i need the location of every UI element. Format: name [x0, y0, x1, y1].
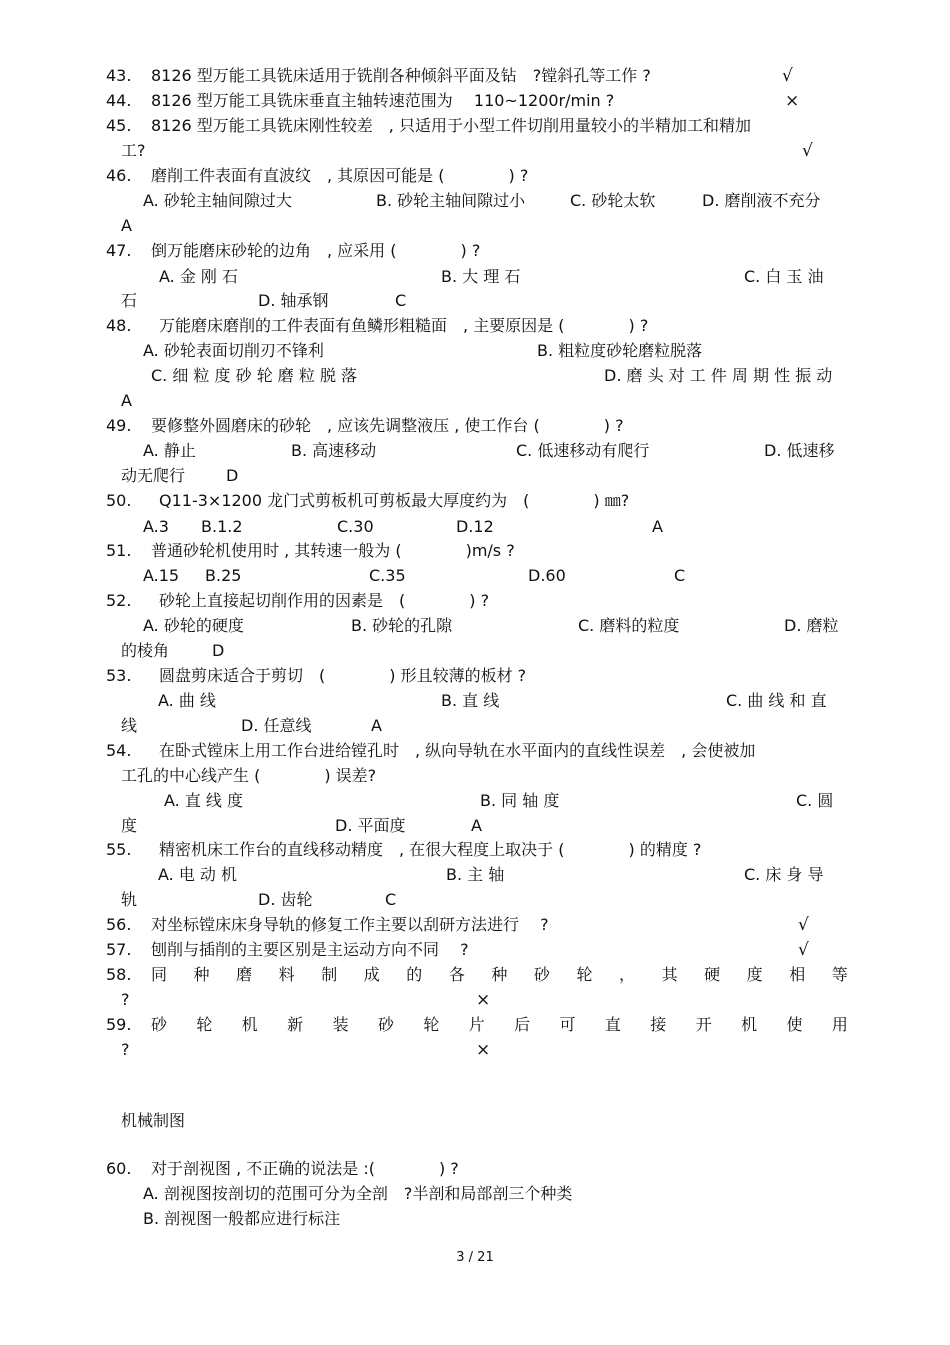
- char: 接: [650, 1015, 667, 1034]
- option-d: D.60: [528, 566, 566, 585]
- char: 使: [786, 1015, 803, 1034]
- answer-mark: C: [385, 890, 397, 909]
- option-c-cont: 线: [121, 716, 138, 735]
- option-c: C. 低速移动有爬行: [516, 441, 650, 460]
- char: 的: [406, 965, 423, 984]
- option-c-cont: 度: [121, 816, 138, 835]
- question-text: 万能磨床磨削的工件表面有鱼鳞形粗糙面 , 主要原因是 ( ) ?: [159, 316, 649, 335]
- char: 装: [332, 1015, 349, 1034]
- answer-mark: A: [121, 391, 132, 410]
- question-text-cont: ?: [121, 1040, 130, 1059]
- option-b: B. 直 线: [441, 691, 500, 710]
- char: 轮: [423, 1015, 440, 1034]
- option-a: A. 砂轮的硬度: [143, 616, 244, 635]
- option-c: C. 细 粒 度 砂 轮 磨 粒 脱 落: [151, 366, 358, 385]
- char: 片: [468, 1015, 485, 1034]
- option-d: D. 齿轮: [258, 890, 313, 909]
- option-d: D. 磨削液不充分: [702, 191, 821, 210]
- question-number: 58.: [106, 965, 132, 984]
- option-b: B. 粗粒度砂轮磨粒脱落: [537, 341, 703, 360]
- option-c-cont: 石: [121, 291, 138, 310]
- option-a: A. 电 动 机: [158, 865, 238, 884]
- char: 用: [831, 1015, 848, 1034]
- option-a: A.15: [143, 566, 180, 585]
- answer-mark: C: [395, 291, 407, 310]
- option-b: B. 剖视图一般都应进行标注: [143, 1209, 341, 1228]
- option-c-cont: 轨: [121, 890, 138, 909]
- option-b: B. 大 理 石: [441, 267, 521, 286]
- option-d-cont: 动无爬行: [121, 466, 186, 485]
- option-a: A. 砂轮主轴间隙过大: [143, 191, 292, 210]
- option-c: C. 床 身 导: [744, 865, 824, 884]
- option-c: C.30: [337, 517, 374, 536]
- option-a: A. 曲 线: [158, 691, 216, 710]
- question-number: 56.: [106, 915, 132, 934]
- char: 硬: [704, 965, 721, 984]
- answer-mark: ×: [476, 1040, 491, 1060]
- question-text: 精密机床工作台的直线移动精度 , 在很大程度上取决于 ( ) 的精度 ?: [159, 840, 702, 859]
- answer-mark: √: [802, 141, 813, 161]
- question-number: 54.: [106, 741, 132, 760]
- option-c: C. 圆: [796, 791, 834, 810]
- question-text: 倒万能磨床砂轮的边角 , 应采用 ( ) ?: [151, 241, 481, 260]
- option-b: B. 砂轮主轴间隙过小: [376, 191, 526, 210]
- question-number: 51.: [106, 541, 132, 560]
- question-number: 48.: [106, 316, 132, 335]
- answer-mark: A: [121, 216, 132, 235]
- question-text: 磨削工件表面有直波纹 , 其原因可能是 ( ) ?: [151, 166, 529, 185]
- question-text-cont: ?: [121, 990, 130, 1009]
- option-b: B. 砂轮的孔隙: [351, 616, 453, 635]
- question-number: 43.: [106, 66, 132, 85]
- char: 种: [193, 965, 210, 984]
- option-a: A. 剖视图按剖切的范围可分为全剖 ?半剖和局部剖三个种类: [143, 1184, 573, 1203]
- char: 料: [278, 965, 295, 984]
- char: 机: [741, 1015, 758, 1034]
- option-a: A. 静止: [143, 441, 196, 460]
- answer-mark: A: [652, 517, 663, 536]
- char: 各: [448, 965, 465, 984]
- option-b: B.1.2: [201, 517, 243, 536]
- option-d: D. 平面度: [335, 816, 406, 835]
- char: 种: [491, 965, 508, 984]
- option-d-cont: 的棱角: [121, 641, 170, 660]
- answer-mark: ×: [476, 990, 491, 1010]
- question-text: 对坐标镗床床身导轨的修复工作主要以刮研方法进行 ?: [151, 915, 549, 934]
- question-text-cont: 工孔的中心线产生 ( ) 误差?: [121, 766, 377, 785]
- question-number: 53.: [106, 666, 132, 685]
- question-number: 46.: [106, 166, 132, 185]
- question-text: 要修整外圆磨床的砂轮 , 应该先调整液压 , 使工作台 ( ) ?: [151, 416, 624, 435]
- char: 其: [661, 965, 678, 984]
- question-number: 44.: [106, 91, 132, 110]
- option-d: D. 磨粒: [784, 616, 839, 635]
- option-d: D. 低速移: [764, 441, 835, 460]
- char: 砂: [377, 1015, 394, 1034]
- answer-mark: A: [471, 816, 482, 835]
- option-b: B. 同 轴 度: [480, 791, 560, 810]
- section-title: 机械制图: [121, 1111, 186, 1130]
- question-number: 50.: [106, 491, 132, 510]
- char: 开: [695, 1015, 712, 1034]
- char: 磨: [236, 965, 253, 984]
- question-text: 刨削与插削的主要区别是主运动方向不同 ?: [151, 940, 469, 959]
- char: 直: [604, 1015, 621, 1034]
- option-d: D. 轴承钢: [258, 291, 329, 310]
- option-d: D. 磨 头 对 工 件 周 期 性 振 动: [604, 366, 833, 385]
- char: 相: [789, 965, 806, 984]
- page-number: 3 / 21: [456, 1250, 494, 1265]
- char: 机: [241, 1015, 258, 1034]
- question-text: 砂轮上直接起切削作用的因素是 ( ) ?: [159, 591, 490, 610]
- option-a: A. 金 刚 石: [159, 267, 239, 286]
- question-number: 52.: [106, 591, 132, 610]
- option-a: A. 直 线 度: [164, 791, 244, 810]
- char: ，: [619, 965, 636, 984]
- answer-mark: ×: [785, 91, 800, 111]
- answer-mark: C: [674, 566, 686, 585]
- answer-mark: √: [798, 915, 809, 935]
- question-text-cont: 工?: [121, 141, 146, 160]
- char: 轮: [576, 965, 593, 984]
- char: 成: [363, 965, 380, 984]
- question-text: 8126 型万能工具铣床适用于铣削各种倾斜平面及钻 ?镗斜孔等工作 ?: [151, 66, 651, 85]
- char: 等: [831, 965, 848, 984]
- char: 砂: [151, 1015, 168, 1034]
- option-d: D. 任意线: [241, 716, 312, 735]
- question-number: 49.: [106, 416, 132, 435]
- char: 可: [559, 1015, 576, 1034]
- question-number: 57.: [106, 940, 132, 959]
- option-b: B. 主 轴: [446, 865, 505, 884]
- question-text-justified: [151, 963, 848, 987]
- char: 制: [321, 965, 338, 984]
- char: 轮: [196, 1015, 213, 1034]
- option-b: B. 高速移动: [291, 441, 377, 460]
- answer-mark: D: [226, 466, 239, 485]
- question-text: 普通砂轮机使用时 , 其转速一般为 ( )m/s ?: [151, 541, 515, 560]
- option-c: C. 白 玉 油: [744, 267, 824, 286]
- option-d: D.12: [456, 517, 494, 536]
- question-text: 8126 型万能工具铣床刚性较差 , 只适用于小型工件切削用量较小的半精加工和精加: [151, 116, 751, 135]
- option-b: B.25: [205, 566, 242, 585]
- option-a: A.3: [143, 517, 169, 536]
- question-43: [106, 64, 131, 88]
- answer-mark: D: [212, 641, 225, 660]
- answer-mark: √: [782, 66, 793, 86]
- char: 砂: [533, 965, 550, 984]
- question-number: 59.: [106, 1015, 132, 1034]
- char: 后: [514, 1015, 531, 1034]
- question-text: 在卧式镗床上用工作台进给镗孔时 , 纵向导轨在水平面内的直线性误差 , 会使被加: [159, 741, 756, 760]
- answer-mark: √: [798, 940, 809, 960]
- option-c: C.35: [369, 566, 406, 585]
- answer-mark: A: [371, 716, 382, 735]
- question-text: 对于剖视图 , 不正确的说法是 :( ) ?: [151, 1159, 459, 1178]
- question-text: Q11-3×1200 龙门式剪板机可剪板最大厚度约为 ( ) ㎜?: [159, 491, 630, 510]
- option-c: C. 砂轮太软: [570, 191, 656, 210]
- question-text-justified: [151, 1013, 848, 1037]
- option-a: A. 砂轮表面切削刃不锋利: [143, 341, 324, 360]
- char: 度: [746, 965, 763, 984]
- question-number: 47.: [106, 241, 132, 260]
- question-number: 55.: [106, 840, 132, 859]
- question-text: 8126 型万能工具铣床垂直主轴转速范围为 110~1200r/min ?: [151, 91, 615, 110]
- option-c: C. 曲 线 和 直: [726, 691, 827, 710]
- question-number: 60.: [106, 1159, 132, 1178]
- char: 同: [151, 965, 168, 984]
- question-number: 45.: [106, 116, 132, 135]
- question-text: 圆盘剪床适合于剪切 ( ) 形且较薄的板材 ?: [159, 666, 527, 685]
- option-c: C. 磨料的粒度: [578, 616, 680, 635]
- char: 新: [287, 1015, 304, 1034]
